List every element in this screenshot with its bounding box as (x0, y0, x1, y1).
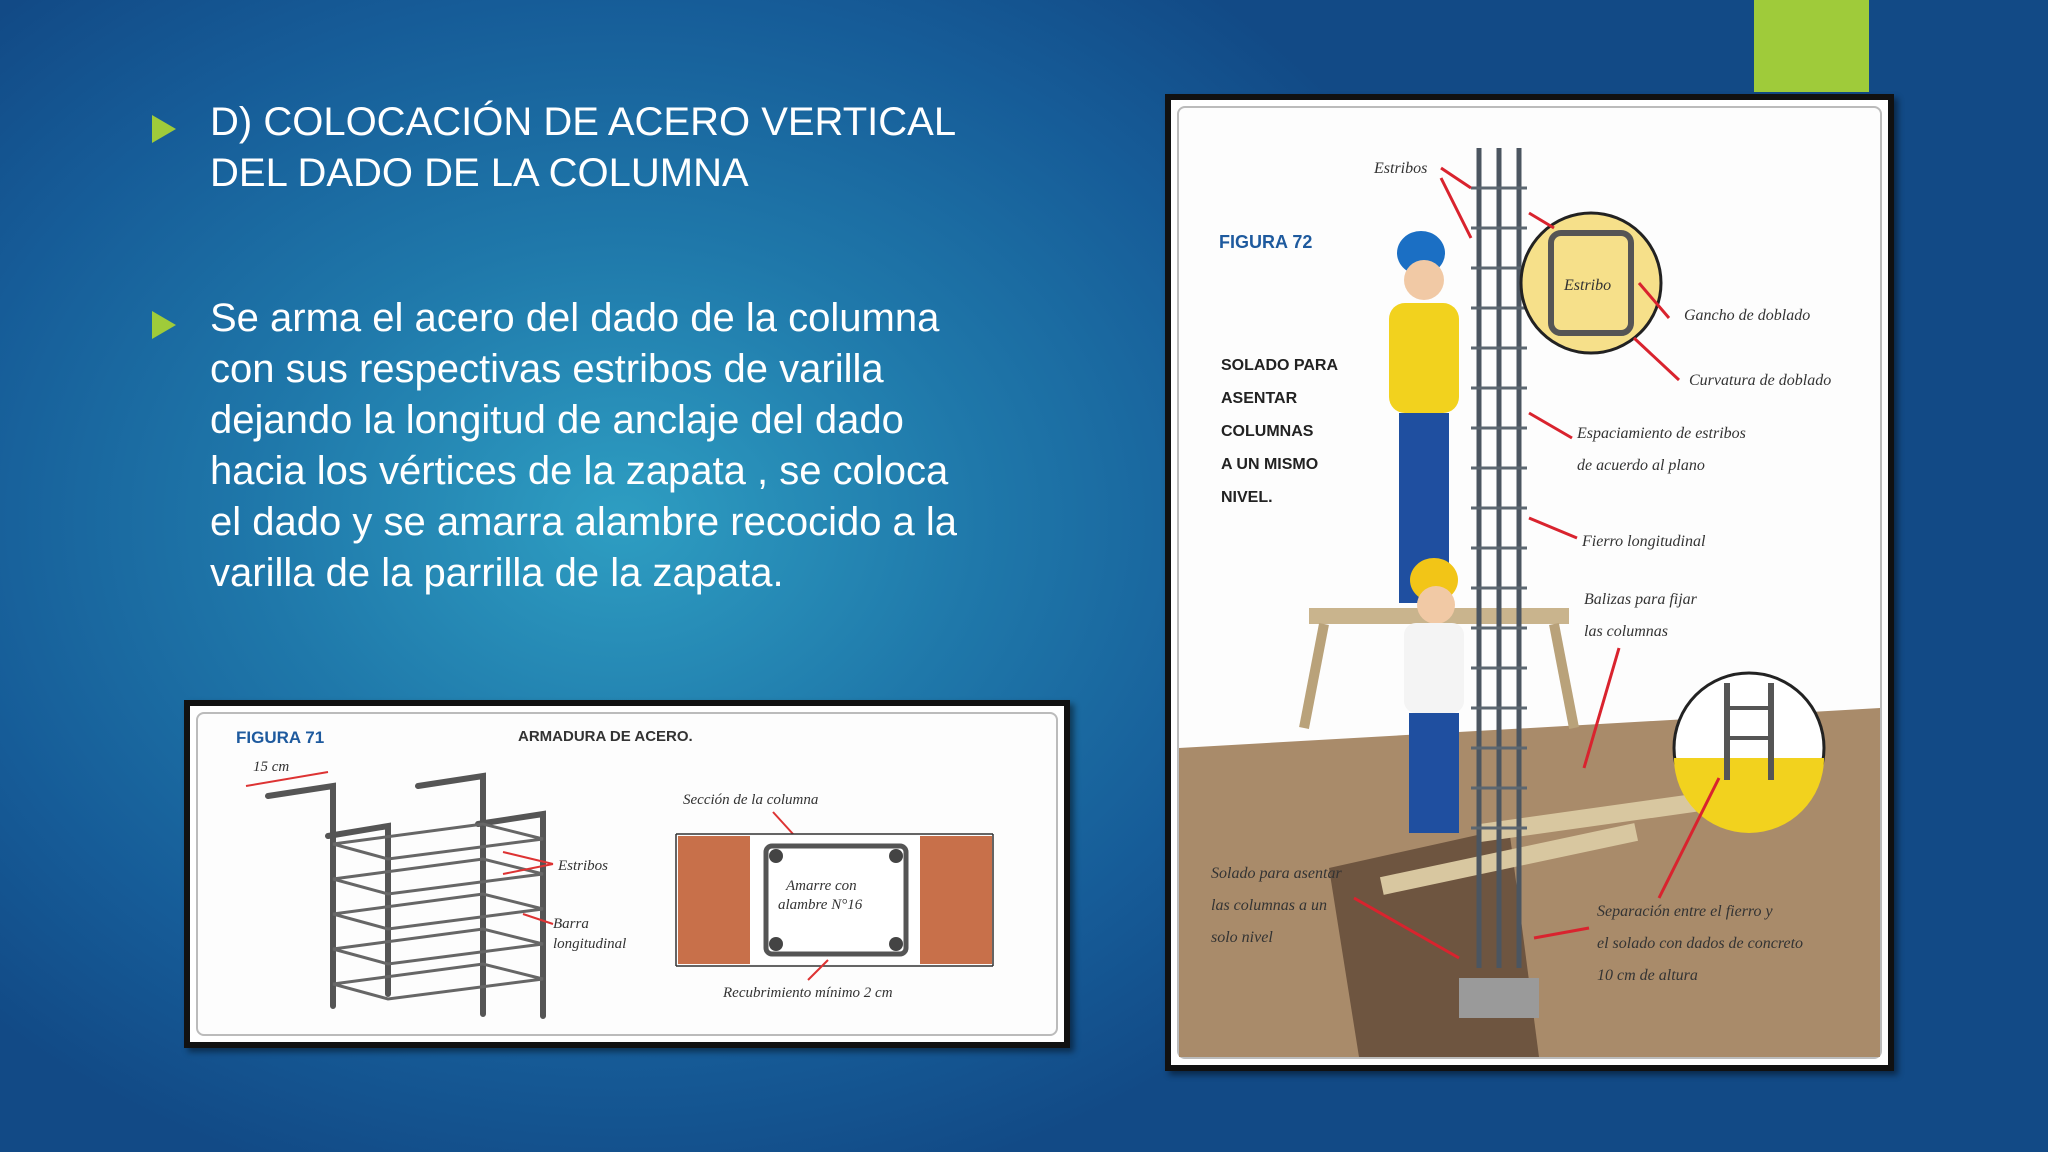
side-note-line: COLUMNAS (1221, 423, 1314, 440)
figure-72-illustration (1179, 108, 1880, 1057)
label-amarre-1: Amarre con (786, 878, 857, 894)
label-amarre-2: alambre N°16 (778, 897, 863, 913)
label-curvatura: Curvatura de doblado (1689, 372, 1832, 389)
label-solado-2: las columnas a un (1211, 897, 1327, 914)
label-estribos: Estribos (558, 858, 609, 874)
figure-71-illustration (198, 714, 1056, 1034)
side-note-line: NIVEL. (1221, 489, 1273, 506)
label-longitudinal: longitudinal (553, 936, 627, 952)
label-espaciamiento-1: Espaciamiento de estribos (1577, 425, 1746, 442)
label-fierro: Fierro longitudinal (1582, 533, 1706, 550)
side-note-line: ASENTAR (1221, 390, 1298, 407)
label-seccion: Sección de la columna (683, 792, 819, 808)
label-solado-3: solo nivel (1211, 929, 1273, 946)
accent-bar (1754, 0, 1869, 92)
bullet-arrow-icon (152, 311, 176, 339)
concrete-block (1459, 978, 1539, 1018)
bullet-body-text: Se arma el acero del dado de la columna con sus respectivas estribos de varilla dejando la longitud de anclaje del dado hacia los vértices de la zapata , se coloca el dado y se amarra alambre recocido a la varilla de la parrilla de la zapata. (210, 296, 958, 595)
dimension-label: 15 cm (253, 759, 290, 775)
label-separacion-3: 10 cm de altura (1597, 967, 1698, 984)
label-barra: Barra (553, 916, 589, 932)
label-separacion-1: Separación entre el fierro y (1597, 903, 1773, 920)
figure-71 (184, 700, 1070, 1048)
label-balizas-2: las columnas (1584, 623, 1668, 640)
worker-top-icon (1389, 231, 1459, 603)
figure-71-heading: ARMADURA DE ACERO. (518, 728, 693, 745)
label-balizas-1: Balizas para fijar (1584, 591, 1697, 608)
concrete-left (678, 836, 750, 964)
label-estribo: Estribo (1564, 277, 1612, 294)
figure-71-title: FIGURA 71 (236, 728, 325, 747)
label-solado-1: Solado para asentar (1211, 865, 1342, 882)
side-note (1221, 357, 1338, 506)
label-estribos: Estribos (1374, 160, 1428, 177)
rebar-cage-icon (268, 776, 543, 1016)
figure-72-title: FIGURA 72 (1219, 232, 1313, 252)
bullet-arrow-icon (152, 115, 176, 143)
label-recubrimiento: Recubrimiento mínimo 2 cm (723, 985, 893, 1001)
label-separacion-2: el solado con dados de concreto (1597, 935, 1804, 952)
label-espaciamiento-2: de acuerdo al plano (1577, 457, 1705, 474)
side-note-line: A UN MISMO (1221, 456, 1319, 473)
solado-detail-circle (1674, 673, 1824, 833)
stirrups-icon (333, 824, 543, 999)
figure-72 (1165, 94, 1894, 1071)
concrete-right (920, 836, 992, 964)
bullet-heading-text: D) COLOCACIÓN DE ACERO VERTICAL DEL DADO DE LA COLUMNA (210, 100, 957, 195)
side-note-line: SOLADO PARA (1221, 357, 1339, 374)
label-gancho: Gancho de doblado (1684, 307, 1811, 324)
